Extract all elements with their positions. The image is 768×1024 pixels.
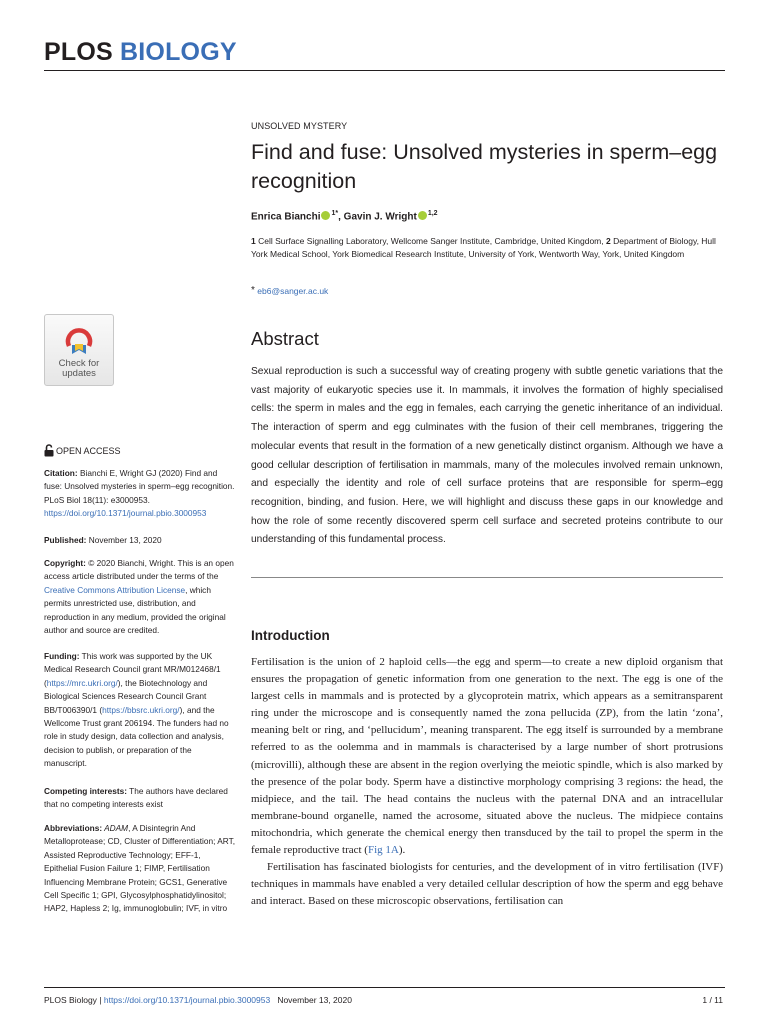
footer-doi-link[interactable]: https://doi.org/10.1371/journal.pbio.3000953 (103, 995, 271, 1005)
citation-doi-link[interactable]: https://doi.org/10.1371/journal.pbio.3000953 (44, 508, 207, 519)
logo-plos: PLOS (44, 38, 113, 66)
abstract-text: Sexual reproduction is such a successful way of creating progeny with subtle genetic variations that the vast majority of eukaryotic species use it. In mammals, it involves the formation of highly specialised cells: the sperm in males and the egg in females, each carrying the genetic inheritance of an individual. The interaction of sperm and egg culminates with the fusion of their cell membranes, triggering the molecular events that result in the formation of a new genetically distinct organism. Although we have a good cellular description of fertilisation in mammals, many of the molecules involved remain unknown, and especially the identity and role of cell surface proteins that are responsible for sperm–egg recognition, binding, and fusion. Here, we will highlight and discuss these gaps in our knowledge and how the role of some recently discovered sperm cell surface and secreted proteins contribute to our understanding of this fundamental process. (251, 366, 723, 546)
funding-text: ), and the Wellcome Trust grant 206194. The funders had no role in study design, data collection and analysis, decision to publish, or preparation of the manuscript. (44, 704, 229, 769)
check-line-2: updates (62, 368, 96, 379)
orcid-icon[interactable] (418, 211, 427, 220)
affil-number: 1 (251, 236, 256, 246)
corresponding-star: * (335, 210, 339, 217)
competing-interests-block (44, 785, 236, 812)
orcid-icon[interactable] (321, 211, 330, 220)
author-list: Enrica Bianchi $^{1*}$, Gavin J. Wright $^{1,2}$ (251, 210, 438, 223)
funding-text: This work was supported by the UK Medical Research Council grant MR/M012468/1 ( (44, 651, 221, 688)
published-date: November 13, 2020 (86, 535, 162, 545)
page-footer (44, 995, 352, 1005)
affiliations (251, 235, 723, 262)
author-affil-sup: 1 (331, 210, 336, 217)
author-name[interactable]: Enrica Bianchi (251, 211, 321, 223)
competing-text: The authors have declared that no competing interests exist (44, 786, 228, 810)
paragraph: Fertilisation has fascinated biologists for centuries, and the development of in vitro fertilisation (IVF) techniques in mammals have enabled a very detailed cellular description of how the sperm and egg behave and interact. Based on these microscopic observations, fertilisation can (251, 861, 723, 908)
funding-block (44, 650, 236, 771)
paragraph (251, 654, 723, 859)
abbreviation-italic: ADAM (102, 823, 129, 833)
article-type: UNSOLVED MYSTERY (251, 121, 348, 131)
bbsrc-link[interactable]: https://bbsrc.ukri.org/ (102, 704, 180, 715)
logo-biology: BIOLOGY (120, 38, 237, 66)
copyright-text: , which permits unrestricted use, distribution, and reproduction in any medium, provided the original author and source are credited. (44, 584, 226, 636)
corresponding-email (251, 285, 328, 296)
figure-link[interactable]: Fig 1A (367, 844, 399, 857)
abbreviations-text: , A Disintegrin And Metalloprotease; CD, Cluster of Differentiation; ART, Assisted Reproductive Technology; EFF-1, Epithelial Fusion Failure 1; FIMP, Fertilisation Influencing Membrane Protein; GCS1, Generative Cell Specific 1; GPI, Glycosylphosphatidylinositol; HAP2, Hapless 2; Ig, immunoglobulin; IVF, in vitro (44, 823, 236, 914)
open-lock-icon (44, 444, 54, 457)
funding-label: Funding: (44, 651, 80, 661)
footer-separator: | (96, 995, 104, 1005)
check-for-updates-badge[interactable] (44, 314, 114, 386)
license-link[interactable]: Creative Commons Attribution License (44, 584, 186, 595)
introduction-body (251, 654, 723, 910)
masthead-rule (44, 70, 725, 71)
check-line-1: Check for (58, 358, 100, 369)
abstract-heading: Abstract (251, 328, 319, 349)
affil-text: Cell Surface Signalling Laboratory, Wellcome Sanger Institute, Cambridge, United Kingdom, (255, 236, 606, 246)
author-affil-sup: 1,2 (427, 210, 438, 217)
paragraph-text: Fertilisation is the union of 2 haploid cells—the egg and sperm—to create a new diploid organism that ensures the propagation of genetic information from one generation to the next. The egg is one of the largest cells in mammals and is protected by a glycoprotein matrix, which appears as a semitransparent ring under the microscope and is consequently named the zona pellucida (ZP), from the latin ‘zona’, meaning belt or ring, and ‘pellucidum’, meaning transparent. The egg itself is surrounded by a membrane referred to as the oolemma and in mammals is characterised by a large number of short protrusions (microvilli), although these are absent in the region overlying the meiotic spindle, which is also marked by the presence of the polar body. Sperm have a distinctive morphology comprising 3 regions: the head, the midpiece, and the tail. The head contains the nucleus with the paternal DNA and an intracellular membrane-bound organelle, named the acrosome, situated above the nucleus. The midpiece contains mitochondria, which generate the chemical energy then transduced by the tail to propel the sperm in the female reproductive tract ( (251, 656, 723, 857)
published-block (44, 534, 236, 547)
email-star: * (251, 285, 255, 296)
open-access-text: OPEN ACCESS (56, 446, 121, 456)
copyright-label: Copyright: (44, 558, 86, 568)
footer-rule (44, 987, 725, 988)
email-link[interactable]: eb6@sanger.ac.uk (257, 286, 329, 296)
citation-label: Citation: (44, 468, 78, 478)
journal-logo (44, 38, 237, 67)
citation-text: Bianchi E, Wright GJ (2020) Find and fuse: Unsolved mysteries in sperm–egg recognition. PLoS Biol 18(11): e3000953. (44, 468, 235, 505)
paragraph-text: ). (398, 844, 406, 857)
footer-date: November 13, 2020 (277, 995, 352, 1005)
open-access-label (44, 444, 121, 457)
published-label: Published: (44, 535, 87, 545)
introduction-heading: Introduction (251, 628, 330, 643)
abbreviations-label: Abbreviations: (44, 823, 103, 833)
copyright-text: © 2020 Bianchi, Wright. This is an open access article distributed under the terms of the (44, 558, 234, 582)
citation-block (44, 467, 236, 521)
author-name[interactable]: Gavin J. Wright (343, 211, 417, 223)
footer-journal: PLOS Biology (44, 995, 97, 1005)
article-title: Find and fuse: Unsolved mysteries in sperm–egg recognition (251, 140, 718, 193)
affil-text: Department of Biology, Hull York Medical School, York Biomedical Research Institute, University of York, Wentworth Way, York, United Kingdom (251, 236, 716, 260)
funding-text: ), the Biotechnology and Biological Sciences Research Council Grant BB/T006390/1 ( (44, 677, 208, 715)
copyright-block (44, 557, 236, 637)
crossmark-icon (65, 322, 93, 356)
mrc-link[interactable]: https://mrc.ukri.org/ (46, 677, 118, 688)
abbreviations-block (44, 822, 236, 916)
abstract-divider (251, 577, 723, 578)
affil-number: 2 (606, 236, 611, 246)
page-number: 1 / 11 (702, 995, 723, 1005)
competing-label: Competing interests: (44, 786, 127, 796)
